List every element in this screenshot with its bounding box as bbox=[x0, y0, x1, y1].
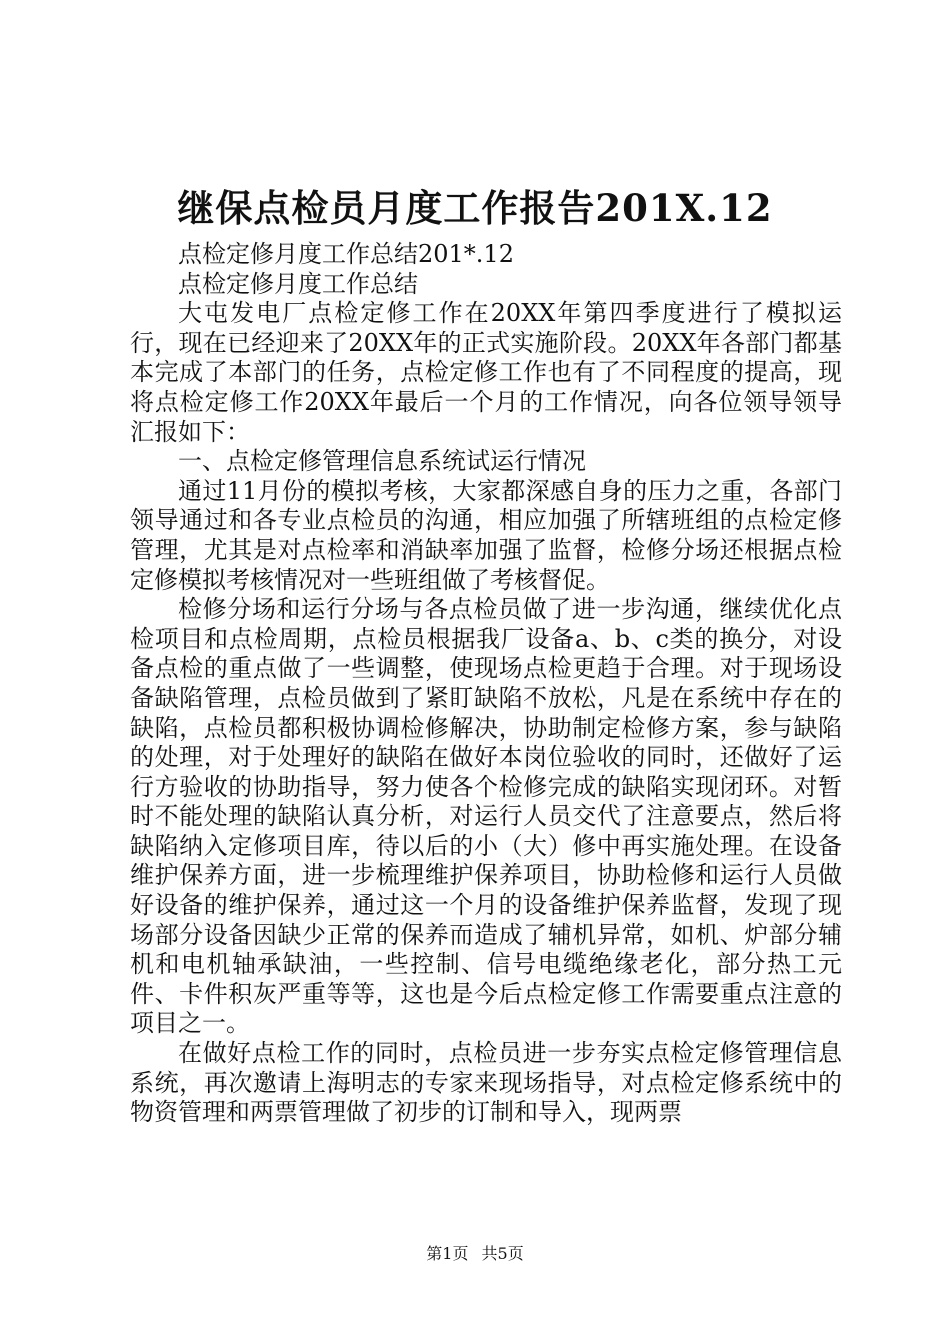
section-heading: 一、点检定修管理信息系统试运行情况 bbox=[178, 447, 586, 476]
page-number: 第1页 bbox=[426, 1244, 469, 1263]
document-title: 继保点检员月度工作报告201X.12 bbox=[177, 186, 773, 230]
paragraph: 检修分场和运行分场与各点检员做了进一步沟通，继续优化点检项目和点检周期，点检员根据我厂设备a、b、c类的换分，对设备点检的重点做了一些调整，使现场点检更趋于合理。对于现场设备缺陷管理，点检员做到了紧盯缺陷不放松，凡是在系统中存在的缺陷，点检员都积极协调检修解决，协助制定检修方案，参与缺陷的处理，对于处理好的缺陷在做好本岗位验收的同时，还做好了运行方验收的协助指导，努力使各个检修完成的缺陷实现闭环。对暂时不能处理的缺陷认真分析，对运行人员交代了注意要点，然后将缺陷纳入定修项目库，待以后的小（大）修中再实施处理。在设备维护保养方面，进一步梳理维护保养项目，协助检修和运行人员做好设备的维护保养，通过这一个月的设备维护保养监督，发现了现场部分设备因缺少正常的保养而造成了辅机异常，如机、炉部分辅机和电机轴承缺油，一些控制、信号电缆绝缘老化，部分热工元件、卡件积灰严重等等，这也是今后点检定修工作需要重点注意的项目之一。 bbox=[130, 595, 842, 1038]
page-footer bbox=[0, 1243, 950, 1265]
page-total: 共5页 bbox=[481, 1244, 524, 1263]
paragraph: 点检定修月度工作总结201*.12 bbox=[178, 240, 514, 268]
paragraph: 点检定修月度工作总结 bbox=[178, 269, 418, 298]
paragraph: 大屯发电厂点检定修工作在20XX年第四季度进行了模拟运行，现在已经迎来了20XX年的正式实施阶段。20XX年各部门都基本完成了本部门的任务，点检定修工作也有了不同程度的提高，现将点检定修工作20XX年最后一个月的工作情况，向各位领导领导汇报如下： bbox=[130, 299, 842, 446]
document-body bbox=[130, 240, 842, 1128]
paragraph: 在做好点检工作的同时，点检员进一步夯实点检定修管理信息系统，再次邀请上海明志的专家来现场指导，对点检定修系统中的物资管理和两票管理做了初步的订制和导入，现两票 bbox=[130, 1039, 842, 1127]
paragraph: 通过11月份的模拟考核，大家都深感自身的压力之重，各部门领导通过和各专业点检员的沟通，相应加强了所辖班组的点检定修管理，尤其是对点检率和消缺率加强了监督，检修分场还根据点检定修模拟考核情况对一些班组做了考核督促。 bbox=[130, 476, 842, 594]
